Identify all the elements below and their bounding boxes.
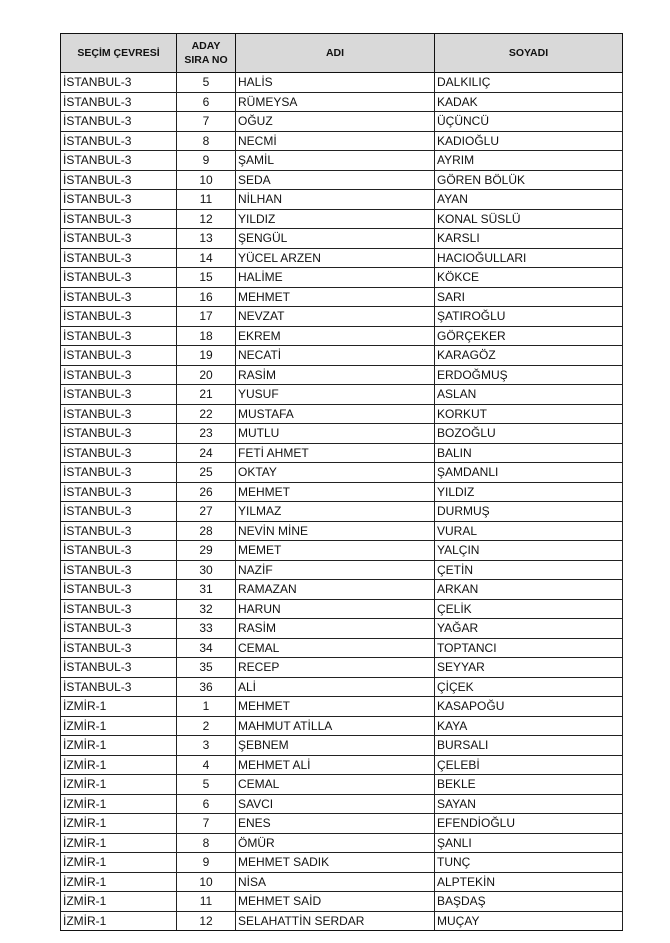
surname-cell: BAŞDAŞ <box>435 892 623 912</box>
name-cell: MEHMET ALİ <box>236 755 435 775</box>
order-no-cell: 10 <box>177 170 236 190</box>
surname-cell: ÇELEBİ <box>435 755 623 775</box>
order-no-cell: 32 <box>177 599 236 619</box>
name-cell: YÜCEL ARZEN <box>236 248 435 268</box>
surname-cell: TUNÇ <box>435 853 623 873</box>
table-row <box>61 736 623 756</box>
district-cell: İZMİR-1 <box>61 892 177 912</box>
name-cell: HALİME <box>236 268 435 288</box>
name-cell: HALİS <box>236 73 435 93</box>
order-no-cell: 8 <box>177 131 236 151</box>
order-no-cell: 19 <box>177 346 236 366</box>
surname-cell: KARSLI <box>435 229 623 249</box>
name-cell: ENES <box>236 814 435 834</box>
order-no-cell: 29 <box>177 541 236 561</box>
name-cell: ŞEBNEM <box>236 736 435 756</box>
district-cell: İSTANBUL-3 <box>61 151 177 171</box>
name-cell: ALİ <box>236 677 435 697</box>
table-row <box>61 677 623 697</box>
surname-cell: YAĞAR <box>435 619 623 639</box>
order-no-cell: 4 <box>177 755 236 775</box>
order-no-cell: 13 <box>177 229 236 249</box>
table-row <box>61 716 623 736</box>
order-no-cell: 12 <box>177 911 236 931</box>
table-row <box>61 755 623 775</box>
order-no-cell: 30 <box>177 560 236 580</box>
name-cell: MEHMET <box>236 482 435 502</box>
table-row <box>61 892 623 912</box>
order-no-cell: 2 <box>177 716 236 736</box>
surname-cell: DALKILIÇ <box>435 73 623 93</box>
order-no-cell: 18 <box>177 326 236 346</box>
surname-cell: ARKAN <box>435 580 623 600</box>
district-cell: İZMİR-1 <box>61 755 177 775</box>
order-no-cell: 7 <box>177 814 236 834</box>
table-row <box>61 112 623 132</box>
surname-cell: KARAGÖZ <box>435 346 623 366</box>
order-no-cell: 5 <box>177 73 236 93</box>
order-no-cell: 5 <box>177 775 236 795</box>
surname-cell: AYAN <box>435 190 623 210</box>
name-cell: YUSUF <box>236 385 435 405</box>
table-row <box>61 853 623 873</box>
surname-cell: EFENDİOĞLU <box>435 814 623 834</box>
table-row <box>61 209 623 229</box>
name-cell: MEHMET SAİD <box>236 892 435 912</box>
table-row <box>61 833 623 853</box>
table-row <box>61 229 623 249</box>
order-no-cell: 9 <box>177 853 236 873</box>
table-row <box>61 658 623 678</box>
district-cell: İSTANBUL-3 <box>61 190 177 210</box>
district-cell: İSTANBUL-3 <box>61 521 177 541</box>
table-row <box>61 346 623 366</box>
district-cell: İZMİR-1 <box>61 716 177 736</box>
district-cell: İSTANBUL-3 <box>61 92 177 112</box>
header-district: SEÇİM ÇEVRESİ <box>61 34 177 73</box>
district-cell: İSTANBUL-3 <box>61 482 177 502</box>
name-cell: MAHMUT ATİLLA <box>236 716 435 736</box>
name-cell: NAZİF <box>236 560 435 580</box>
table-row <box>61 911 623 931</box>
order-no-cell: 20 <box>177 365 236 385</box>
surname-cell: ERDOĞMUŞ <box>435 365 623 385</box>
name-cell: RASİM <box>236 619 435 639</box>
table-row <box>61 580 623 600</box>
name-cell: RECEP <box>236 658 435 678</box>
surname-cell: ÇELİK <box>435 599 623 619</box>
district-cell: İSTANBUL-3 <box>61 404 177 424</box>
district-cell: İSTANBUL-3 <box>61 463 177 483</box>
header-order-no <box>177 34 236 73</box>
table-row <box>61 190 623 210</box>
district-cell: İZMİR-1 <box>61 697 177 717</box>
table-header <box>61 34 623 73</box>
table-row <box>61 794 623 814</box>
district-cell: İSTANBUL-3 <box>61 73 177 93</box>
name-cell: RÜMEYSA <box>236 92 435 112</box>
district-cell: İSTANBUL-3 <box>61 287 177 307</box>
order-no-cell: 21 <box>177 385 236 405</box>
table-row <box>61 151 623 171</box>
surname-cell: MUÇAY <box>435 911 623 931</box>
district-cell: İSTANBUL-3 <box>61 346 177 366</box>
header-surname: SOYADI <box>435 34 623 73</box>
order-no-cell: 11 <box>177 190 236 210</box>
table-row <box>61 697 623 717</box>
name-cell: MEHMET <box>236 287 435 307</box>
table-row <box>61 268 623 288</box>
order-no-cell: 16 <box>177 287 236 307</box>
name-cell: OKTAY <box>236 463 435 483</box>
order-no-cell: 34 <box>177 638 236 658</box>
surname-cell: SAYAN <box>435 794 623 814</box>
order-no-cell: 28 <box>177 521 236 541</box>
name-cell: NEVZAT <box>236 307 435 327</box>
table-row <box>61 248 623 268</box>
name-cell: OĞUZ <box>236 112 435 132</box>
surname-cell: GÖREN BÖLÜK <box>435 170 623 190</box>
order-no-cell: 23 <box>177 424 236 444</box>
order-no-cell: 1 <box>177 697 236 717</box>
order-no-cell: 6 <box>177 794 236 814</box>
surname-cell: GÖRÇEKER <box>435 326 623 346</box>
surname-cell: ŞATIROĞLU <box>435 307 623 327</box>
header-order-line1: ADAY <box>191 40 221 52</box>
order-no-cell: 12 <box>177 209 236 229</box>
order-no-cell: 6 <box>177 92 236 112</box>
name-cell: CEMAL <box>236 775 435 795</box>
order-no-cell: 14 <box>177 248 236 268</box>
table-row <box>61 424 623 444</box>
order-no-cell: 11 <box>177 892 236 912</box>
district-cell: İSTANBUL-3 <box>61 541 177 561</box>
name-cell: MUTLU <box>236 424 435 444</box>
surname-cell: TOPTANCI <box>435 638 623 658</box>
table-row <box>61 287 623 307</box>
order-no-cell: 26 <box>177 482 236 502</box>
district-cell: İZMİR-1 <box>61 872 177 892</box>
district-cell: İSTANBUL-3 <box>61 307 177 327</box>
name-cell: RASİM <box>236 365 435 385</box>
district-cell: İSTANBUL-3 <box>61 424 177 444</box>
district-cell: İSTANBUL-3 <box>61 365 177 385</box>
name-cell: MUSTAFA <box>236 404 435 424</box>
surname-cell: ALPTEKİN <box>435 872 623 892</box>
candidate-table <box>60 33 623 931</box>
district-cell: İZMİR-1 <box>61 911 177 931</box>
name-cell: SELAHATTİN SERDAR <box>236 911 435 931</box>
name-cell: YILMAZ <box>236 502 435 522</box>
candidate-list-sheet <box>60 33 622 931</box>
district-cell: İSTANBUL-3 <box>61 248 177 268</box>
district-cell: İSTANBUL-3 <box>61 209 177 229</box>
surname-cell: AYRIM <box>435 151 623 171</box>
surname-cell: KADIOĞLU <box>435 131 623 151</box>
table-row <box>61 872 623 892</box>
order-no-cell: 17 <box>177 307 236 327</box>
table-row <box>61 365 623 385</box>
surname-cell: ŞAMDANLI <box>435 463 623 483</box>
table-row <box>61 502 623 522</box>
table-row <box>61 307 623 327</box>
district-cell: İSTANBUL-3 <box>61 326 177 346</box>
district-cell: İSTANBUL-3 <box>61 619 177 639</box>
district-cell: İZMİR-1 <box>61 794 177 814</box>
order-no-cell: 33 <box>177 619 236 639</box>
district-cell: İSTANBUL-3 <box>61 599 177 619</box>
district-cell: İZMİR-1 <box>61 736 177 756</box>
name-cell: NİSA <box>236 872 435 892</box>
name-cell: YILDIZ <box>236 209 435 229</box>
district-cell: İSTANBUL-3 <box>61 112 177 132</box>
order-no-cell: 9 <box>177 151 236 171</box>
name-cell: NİLHAN <box>236 190 435 210</box>
surname-cell: YILDIZ <box>435 482 623 502</box>
table-row <box>61 560 623 580</box>
surname-cell: SARI <box>435 287 623 307</box>
district-cell: İSTANBUL-3 <box>61 580 177 600</box>
table-row <box>61 775 623 795</box>
district-cell: İZMİR-1 <box>61 833 177 853</box>
district-cell: İZMİR-1 <box>61 853 177 873</box>
name-cell: RAMAZAN <box>236 580 435 600</box>
name-cell: NEVİN MİNE <box>236 521 435 541</box>
surname-cell: BURSALI <box>435 736 623 756</box>
district-cell: İSTANBUL-3 <box>61 658 177 678</box>
order-no-cell: 15 <box>177 268 236 288</box>
surname-cell: KONAL SÜSLÜ <box>435 209 623 229</box>
name-cell: FETİ AHMET <box>236 443 435 463</box>
table-row <box>61 541 623 561</box>
name-cell: MEHMET SADIK <box>236 853 435 873</box>
table-row <box>61 619 623 639</box>
surname-cell: VURAL <box>435 521 623 541</box>
order-no-cell: 3 <box>177 736 236 756</box>
surname-cell: SEYYAR <box>435 658 623 678</box>
surname-cell: BEKLE <box>435 775 623 795</box>
name-cell: CEMAL <box>236 638 435 658</box>
order-no-cell: 24 <box>177 443 236 463</box>
table-row <box>61 326 623 346</box>
table-row <box>61 404 623 424</box>
name-cell: NECMİ <box>236 131 435 151</box>
surname-cell: ÇETİN <box>435 560 623 580</box>
district-cell: İZMİR-1 <box>61 775 177 795</box>
table-row <box>61 638 623 658</box>
table-row <box>61 170 623 190</box>
table-row <box>61 131 623 151</box>
table-row <box>61 521 623 541</box>
district-cell: İSTANBUL-3 <box>61 268 177 288</box>
table-row <box>61 599 623 619</box>
district-cell: İSTANBUL-3 <box>61 385 177 405</box>
surname-cell: KASAPOĞU <box>435 697 623 717</box>
surname-cell: HACIOĞULLARI <box>435 248 623 268</box>
surname-cell: KADAK <box>435 92 623 112</box>
table-row <box>61 482 623 502</box>
surname-cell: YALÇIN <box>435 541 623 561</box>
surname-cell: KÖKCE <box>435 268 623 288</box>
district-cell: İSTANBUL-3 <box>61 131 177 151</box>
order-no-cell: 7 <box>177 112 236 132</box>
header-name: ADI <box>236 34 435 73</box>
order-no-cell: 8 <box>177 833 236 853</box>
order-no-cell: 35 <box>177 658 236 678</box>
district-cell: İSTANBUL-3 <box>61 560 177 580</box>
order-no-cell: 10 <box>177 872 236 892</box>
table-body <box>61 73 623 931</box>
table-row <box>61 463 623 483</box>
order-no-cell: 27 <box>177 502 236 522</box>
district-cell: İSTANBUL-3 <box>61 170 177 190</box>
table-row <box>61 814 623 834</box>
surname-cell: BALIN <box>435 443 623 463</box>
district-cell: İSTANBUL-3 <box>61 502 177 522</box>
name-cell: SEDA <box>236 170 435 190</box>
name-cell: MEHMET <box>236 697 435 717</box>
surname-cell: KAYA <box>435 716 623 736</box>
surname-cell: ASLAN <box>435 385 623 405</box>
header-order-line2: SIRA NO <box>184 54 228 66</box>
table-row <box>61 73 623 93</box>
surname-cell: KORKUT <box>435 404 623 424</box>
district-cell: İSTANBUL-3 <box>61 638 177 658</box>
district-cell: İSTANBUL-3 <box>61 677 177 697</box>
name-cell: ŞAMİL <box>236 151 435 171</box>
order-no-cell: 31 <box>177 580 236 600</box>
order-no-cell: 22 <box>177 404 236 424</box>
table-row <box>61 443 623 463</box>
table-row <box>61 385 623 405</box>
surname-cell: BOZOĞLU <box>435 424 623 444</box>
surname-cell: ŞANLI <box>435 833 623 853</box>
surname-cell: DURMUŞ <box>435 502 623 522</box>
name-cell: ŞENGÜL <box>236 229 435 249</box>
name-cell: ÖMÜR <box>236 833 435 853</box>
name-cell: NECATİ <box>236 346 435 366</box>
district-cell: İSTANBUL-3 <box>61 443 177 463</box>
name-cell: EKREM <box>236 326 435 346</box>
name-cell: SAVCI <box>236 794 435 814</box>
name-cell: MEMET <box>236 541 435 561</box>
table-row <box>61 92 623 112</box>
order-no-cell: 36 <box>177 677 236 697</box>
order-no-cell: 25 <box>177 463 236 483</box>
district-cell: İSTANBUL-3 <box>61 229 177 249</box>
district-cell: İZMİR-1 <box>61 814 177 834</box>
name-cell: HARUN <box>236 599 435 619</box>
surname-cell: ÇİÇEK <box>435 677 623 697</box>
surname-cell: ÜÇÜNCÜ <box>435 112 623 132</box>
